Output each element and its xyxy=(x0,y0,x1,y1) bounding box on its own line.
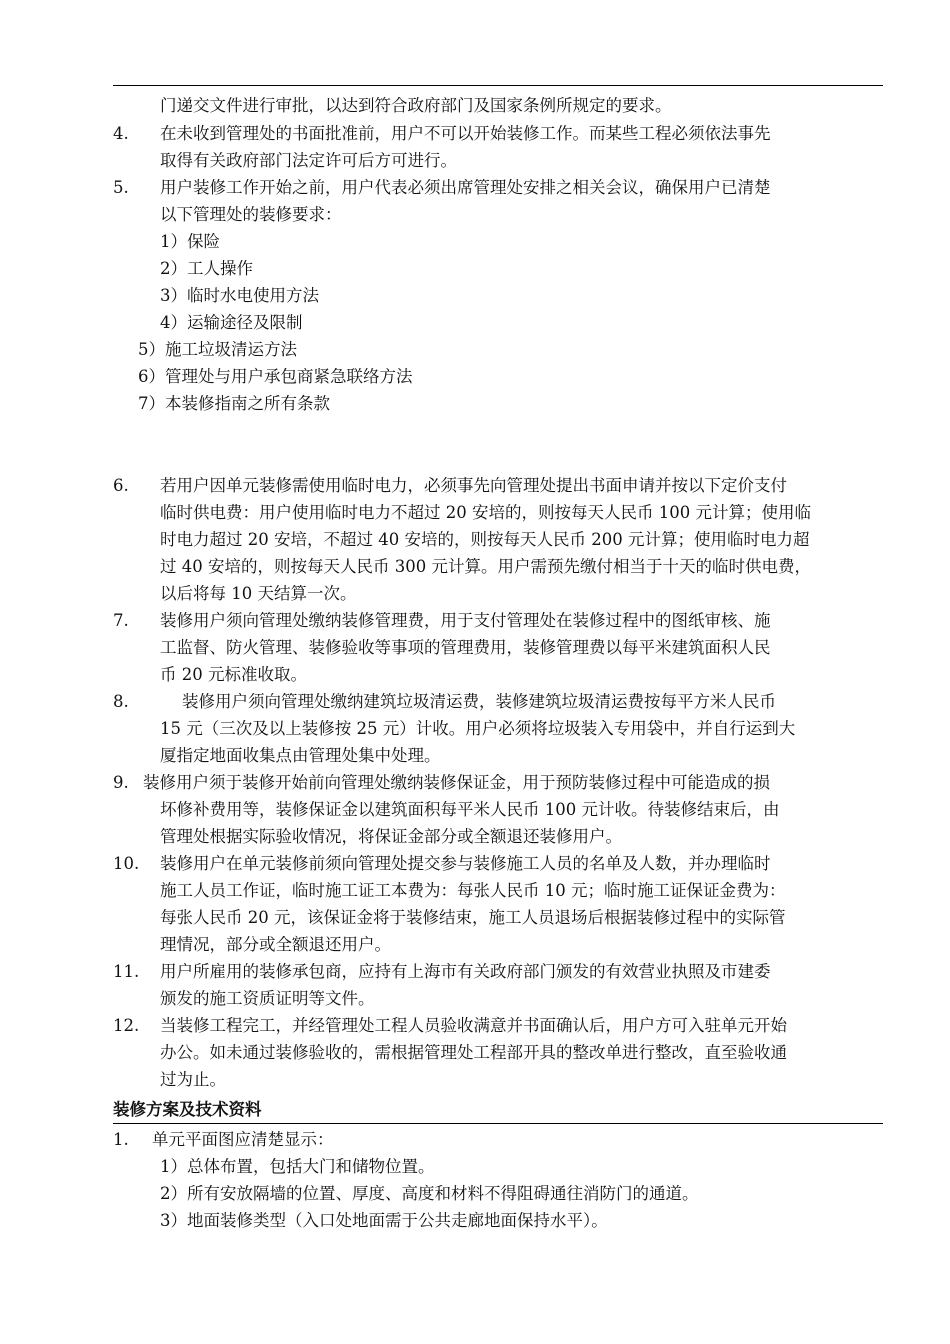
section-heading: 装修方案及技术资料 xyxy=(113,1100,262,1119)
item-number-11: 11. xyxy=(113,962,140,981)
item-number-9: 9. xyxy=(113,773,129,792)
item-12-line-1: 当装修工程完工，并经管理处工程人员验收满意并书面确认后，用户方可入驻单元开始 xyxy=(160,1016,787,1035)
item-11-line-2: 颁发的施工资质证明等文件。 xyxy=(160,989,375,1008)
item-7-line-2: 工监督、防火管理、装修验收等事项的管理费用，装修管理费以每平米建筑面积人民 xyxy=(160,638,771,657)
item-6-line-5: 以后将每 10 天结算一次。 xyxy=(160,584,357,603)
item-8-line-1: 装修用户须向管理处缴纳建筑垃圾清运费，装修建筑垃圾清运费按每平方米人民币 xyxy=(182,692,776,711)
item-5-line-1: 用户装修工作开始之前，用户代表必须出席管理处安排之相关会议，确保用户已清楚 xyxy=(160,178,771,197)
item-5-sub-3: 3）临时水电使用方法 xyxy=(160,286,319,305)
item-9-line-1: 装修用户须于装修开始前向管理处缴纳装修保证金，用于预防装修过程中可能造成的损 xyxy=(143,773,770,792)
item-11-line-1: 用户所雇用的装修承包商，应持有上海市有关政府部门颁发的有效营业执照及市建委 xyxy=(160,962,771,981)
item-number-5: 5. xyxy=(113,178,129,197)
item-6-line-2: 临时供电费：用户使用临时电力不超过 20 安培的，则按每天人民币 100 元计算；使用临 xyxy=(160,503,811,522)
item-8-line-2: 15 元（三次及以上装修按 25 元）计收。用户必须将垃圾装入专用袋中，并自行运到大 xyxy=(160,719,796,738)
section-item-1-sub-3: 3）地面装修类型（入口处地面需于公共走廊地面保持水平）。 xyxy=(160,1211,608,1230)
item-10-line-2: 施工人员工作证，临时施工证工本费为：每张人民币 10 元；临时施工证保证金费为： xyxy=(160,881,786,900)
item-5-sub-5: 5）施工垃圾清运方法 xyxy=(138,340,297,359)
item-12-line-3: 过为止。 xyxy=(160,1070,226,1089)
item-7-line-1: 装修用户须向管理处缴纳装修管理费，用于支付管理处在装修过程中的图纸审核、施 xyxy=(160,611,771,630)
item-number-6: 6. xyxy=(113,476,129,495)
section-item-1-line: 单元平面图应清楚显示： xyxy=(152,1130,334,1149)
item-6-line-3: 时电力超过 20 安培，不超过 40 安培的，则按每天人民币 200 元计算；使用临时电力超 xyxy=(160,530,810,549)
item-number-12: 12. xyxy=(113,1016,140,1035)
item-4-line-1: 在未收到管理处的书面批准前，用户不可以开始装修工作。而某些工程必须依法事先 xyxy=(160,124,771,143)
item-6-line-4: 过 40 安培的，则按每天人民币 300 元计算。用户需预先缴付相当于十天的临时供电费， xyxy=(160,557,811,576)
item-12-line-2: 办公。如未通过装修验收的，需根据管理处工程部开具的整改单进行整改，直至验收通 xyxy=(160,1043,787,1062)
item-7-line-3: 币 20 元标准收取。 xyxy=(160,665,307,684)
header-rule xyxy=(113,85,883,86)
item-5-line-2: 以下管理处的装修要求： xyxy=(160,205,342,224)
continuation-line: 门递交文件进行审批，以达到符合政府部门及国家条例所规定的要求。 xyxy=(160,96,672,115)
item-10-line-1: 装修用户在单元装修前须向管理处提交参与装修施工人员的名单及人数，并办理临时 xyxy=(160,854,771,873)
item-9-line-2: 坏修补费用等，装修保证金以建筑面积每平米人民币 100 元计收。待装修结束后，由 xyxy=(160,800,780,819)
item-8-line-3: 厦指定地面收集点由管理处集中处理。 xyxy=(160,746,441,765)
item-10-line-3: 每张人民币 20 元，该保证金将于装修结束，施工人员退场后根据装修过程中的实际管 xyxy=(160,908,786,927)
section-rule xyxy=(113,1123,883,1124)
item-number-8: 8. xyxy=(113,692,129,711)
item-5-sub-6: 6）管理处与用户承包商紧急联络方法 xyxy=(138,367,413,386)
section-item-1-sub-1: 1）总体布置，包括大门和储物位置。 xyxy=(160,1157,435,1176)
item-4-line-2: 取得有关政府部门法定许可后方可进行。 xyxy=(160,151,457,170)
item-5-sub-2: 2）工人操作 xyxy=(160,259,253,278)
item-number-4: 4. xyxy=(113,124,129,143)
section-item-number-1: 1. xyxy=(113,1130,129,1149)
item-number-7: 7. xyxy=(113,611,129,630)
item-9-line-3: 管理处根据实际验收情况，将保证金部分或全额退还装修用户。 xyxy=(160,827,622,846)
item-5-sub-4: 4）运输途径及限制 xyxy=(160,313,303,332)
item-number-10: 10. xyxy=(113,854,140,873)
item-6-line-1: 若用户因单元装修需使用临时电力，必须事先向管理处提出书面申请并按以下定价支付 xyxy=(160,476,787,495)
item-5-sub-1: 1）保险 xyxy=(160,232,220,251)
item-5-sub-7: 7）本装修指南之所有条款 xyxy=(138,394,330,413)
section-item-1-sub-2: 2）所有安放隔墙的位置、厚度、高度和材料不得阻碍通往消防门的通道。 xyxy=(160,1184,699,1203)
item-10-line-4: 理情况，部分或全额退还用户。 xyxy=(160,935,391,954)
